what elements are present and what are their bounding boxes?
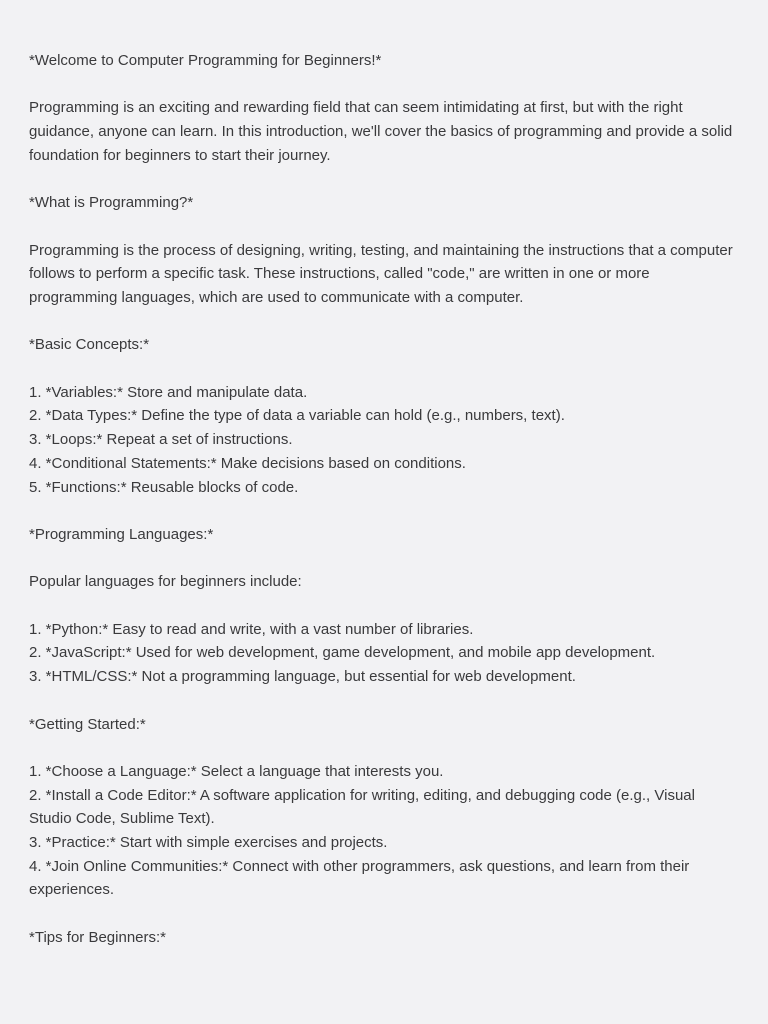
list-item: 4. *Conditional Statements:* Make decisions based on conditions. — [29, 454, 466, 472]
welcome-heading: *Welcome to Computer Programming for Beginners!* — [29, 52, 382, 69]
spacer — [29, 73, 741, 97]
spacer — [29, 736, 741, 760]
programming-languages-heading: *Programming Languages:* — [29, 525, 214, 543]
spacer — [29, 499, 741, 523]
basic-concepts-list — [29, 381, 741, 500]
tips-heading: *Tips for Beginners:* — [29, 928, 167, 946]
list-item: 2. *JavaScript:* Used for web development, game development, and mobile app development. — [29, 644, 656, 662]
list-item: 2. *Data Types:* Define the type of data a variable can hold (e.g., numbers, text). — [29, 407, 565, 425]
list-item: 1. *Python:* Easy to read and write, with a vast number of libraries. — [29, 620, 474, 638]
spacer — [29, 168, 741, 192]
spacer — [29, 594, 741, 618]
list-item: 1. *Choose a Language:* Select a language that interests you. — [29, 762, 444, 780]
document-body — [29, 49, 741, 950]
list-item: 3. *Loops:* Repeat a set of instructions. — [29, 431, 293, 449]
list-item: 3. *Practice:* Start with simple exercises and projects. — [29, 834, 388, 852]
spacer — [29, 689, 741, 713]
languages-list — [29, 618, 741, 689]
list-item: 3. *HTML/CSS:* Not a programming language, but essential for web development. — [29, 668, 576, 686]
spacer — [29, 357, 741, 381]
spacer — [29, 547, 741, 571]
list-item: 5. *Functions:* Reusable blocks of code. — [29, 478, 299, 496]
getting-started-list — [29, 760, 741, 902]
what-is-programming-heading: *What is Programming?* — [29, 194, 194, 212]
getting-started-heading: *Getting Started:* — [29, 715, 146, 733]
spacer — [29, 215, 741, 239]
languages-intro: Popular languages for beginners include: — [29, 573, 302, 591]
basic-concepts-heading: *Basic Concepts:* — [29, 336, 150, 354]
intro-paragraph: Programming is an exciting and rewarding field that can seem intimidating at first, but with the right guidance, anyone can learn. In this introduction, we'll cover the basics of programming and provide a solid foundation for beginners to start their journey. — [29, 99, 733, 164]
list-item: 4. *Join Online Communities:* Connect with other programmers, ask questions, and learn from their experiences. — [29, 857, 690, 899]
list-item: 1. *Variables:* Store and manipulate data. — [29, 383, 308, 401]
list-item: 2. *Install a Code Editor:* A software application for writing, editing, and debugging code (e.g., Visual Studio Code, Sublime Text). — [29, 786, 695, 828]
what-is-programming-paragraph: Programming is the process of designing, writing, testing, and maintaining the instructions that a computer follows to perform a specific task. These instructions, called "code," are written in one or more programming languages, which are used to communicate with a computer. — [29, 241, 733, 306]
spacer — [29, 902, 741, 926]
spacer — [29, 310, 741, 334]
